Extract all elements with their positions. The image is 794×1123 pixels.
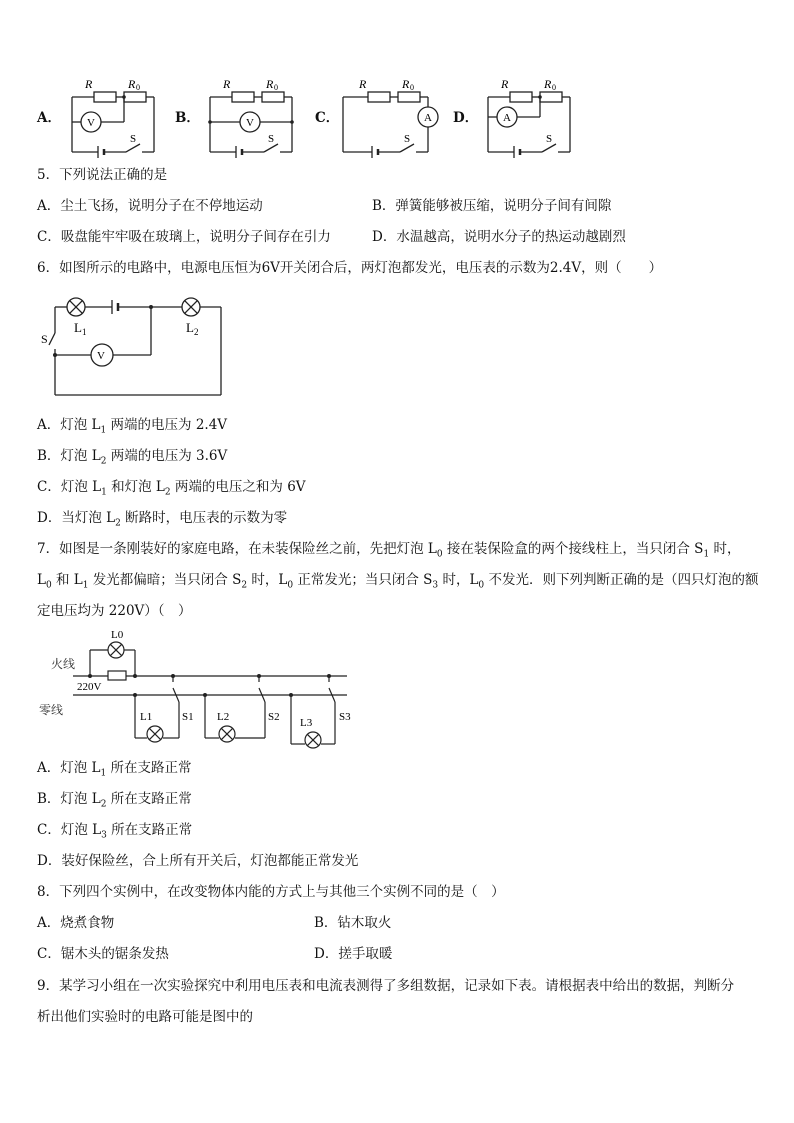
ammeter-icon: A bbox=[503, 112, 511, 124]
svg-text:S: S bbox=[546, 133, 553, 145]
option-letter: A． bbox=[37, 110, 61, 126]
q6-option-a[interactable]: A．灯泡 $L_1$ 两端的电压为 2.4V bbox=[37, 417, 228, 436]
q8-option-d[interactable]: D．搓手取暖 bbox=[314, 946, 393, 962]
q7-stem-line2: $L_0$ 和 $L_1$ 发光都偏暗；当只闭合 $S_2$ 时，$L_0$ 正常发光；当只闭合 $S_3$ 时，$L_0$ 不发光．则下列判断正确的是（四只灯泡的额 bbox=[37, 572, 759, 591]
svg-text:S: S bbox=[404, 133, 411, 145]
circuit-diagram-d bbox=[480, 74, 580, 162]
q7-option-d[interactable]: D．装好保险丝，合上所有开关后，灯泡都能正常发光 bbox=[37, 853, 359, 869]
switch-s2-label: S2 bbox=[268, 711, 280, 723]
svg-text:R: R bbox=[359, 77, 367, 91]
switch-s1-label: S1 bbox=[182, 711, 194, 723]
switch-label: S bbox=[41, 332, 48, 346]
resistor-r-label: R bbox=[85, 77, 93, 91]
q5-option-c[interactable]: C．吸盘能牢牢吸在玻璃上，说明分子间存在引力 bbox=[37, 229, 331, 245]
lamp-l1-label: L1 bbox=[140, 711, 153, 723]
q6-option-d[interactable]: D．当灯泡 $L_2$ 断路时，电压表的示数为零 bbox=[37, 510, 288, 529]
circuit-diagram-b bbox=[202, 74, 302, 162]
q6-stem: 6．如图所示的电路中，电源电压恒为6V开关闭合后，两灯泡都发光，电压表的示数为2.4V，则（ ） bbox=[37, 260, 663, 276]
svg-text:0: 0 bbox=[410, 83, 414, 92]
lamp-l1-label: L bbox=[74, 320, 82, 335]
q7-option-c[interactable]: C．灯泡 $L_3$ 所在支路正常 bbox=[37, 822, 193, 841]
svg-text:0: 0 bbox=[136, 83, 140, 92]
q5-stem: 5．下列说法正确的是 bbox=[37, 167, 168, 183]
q7-option-b[interactable]: B．灯泡 $L_2$ 所在支路正常 bbox=[37, 791, 192, 810]
svg-text:S: S bbox=[268, 133, 275, 145]
neutral-wire-label: 零线 bbox=[39, 703, 64, 717]
lamp-l2-label: L2 bbox=[217, 711, 230, 723]
lamp-l3-label: L3 bbox=[300, 717, 313, 729]
svg-text:R: R bbox=[544, 77, 552, 91]
svg-text:R: R bbox=[501, 77, 509, 91]
option-letter: C． bbox=[315, 110, 340, 126]
svg-text:R: R bbox=[402, 77, 410, 91]
q7-stem-line3: 定电压均为 220V）（ ） bbox=[37, 603, 192, 619]
ammeter-icon: A bbox=[424, 112, 432, 124]
q5-option-a[interactable]: A．尘土飞扬，说明分子在不停地运动 bbox=[37, 198, 263, 214]
switch-label: S bbox=[130, 133, 137, 145]
circuit-diagram-c bbox=[338, 74, 444, 162]
voltmeter-icon: V bbox=[246, 117, 254, 129]
q7-stem-line1: 7．如图是一条刚装好的家庭电路，在未装保险丝之前，先把灯泡 $L_0$ 接在装保险盒的两个接线柱上，当只闭合 $S_1$ 时， bbox=[37, 541, 741, 560]
q4-option-d[interactable] bbox=[453, 74, 578, 164]
q6-option-b[interactable]: B．灯泡 $L_2$ 两端的电压为 3.6V bbox=[37, 448, 228, 467]
q4-option-b[interactable] bbox=[175, 74, 300, 164]
svg-text:0: 0 bbox=[274, 83, 278, 92]
q8-stem: 8．下列四个实例中，在改变物体内能的方式上与其他三个实例不同的是（ ） bbox=[37, 884, 505, 900]
lamp-l0-label: L0 bbox=[111, 629, 124, 641]
q4-option-c[interactable] bbox=[315, 74, 445, 164]
q9-stem-line1: 9．某学习小组在一次实验探究中利用电压表和电流表测得了多组数据，记录如下表。请根据表中给出的数据，判断分 bbox=[37, 978, 735, 994]
svg-text:1: 1 bbox=[82, 327, 87, 337]
option-letter: B． bbox=[175, 110, 200, 126]
switch-s3-label: S3 bbox=[339, 711, 351, 723]
q6-option-c[interactable]: C．灯泡 $L_1$ 和灯泡 $L_2$ 两端的电压之和为 6V bbox=[37, 479, 306, 498]
svg-text:R: R bbox=[128, 77, 136, 91]
svg-text:R: R bbox=[266, 77, 274, 91]
option-letter: D． bbox=[453, 110, 479, 126]
q8-option-a[interactable]: A．烧煮食物 bbox=[37, 915, 115, 931]
lamp-l2-label: L bbox=[186, 320, 194, 335]
svg-text:R: R bbox=[223, 77, 231, 91]
q9-stem-line2: 析出他们实验时的电路可能是图中的 bbox=[37, 1009, 253, 1025]
q7-household-circuit-diagram bbox=[37, 626, 367, 754]
q8-option-c[interactable]: C．锯木头的锯条发热 bbox=[37, 946, 169, 962]
circuit-diagram-a bbox=[64, 74, 164, 162]
svg-text:0: 0 bbox=[552, 83, 556, 92]
q8-option-b[interactable]: B．钻木取火 bbox=[314, 915, 392, 931]
q7-option-a[interactable]: A．灯泡 $L_1$ 所在支路正常 bbox=[37, 760, 192, 779]
q4-option-a[interactable] bbox=[37, 74, 162, 164]
voltage-label: 220V bbox=[77, 681, 102, 693]
q6-circuit-diagram bbox=[40, 288, 230, 400]
voltmeter-icon: V bbox=[97, 350, 105, 362]
q5-option-d[interactable]: D．水温越高，说明水分子的热运动越剧烈 bbox=[372, 229, 626, 245]
q5-option-b[interactable]: B．弹簧能够被压缩，说明分子间有间隙 bbox=[372, 198, 612, 214]
svg-text:2: 2 bbox=[194, 327, 199, 337]
live-wire-label: 火线 bbox=[51, 657, 76, 671]
voltmeter-icon: V bbox=[87, 117, 95, 129]
